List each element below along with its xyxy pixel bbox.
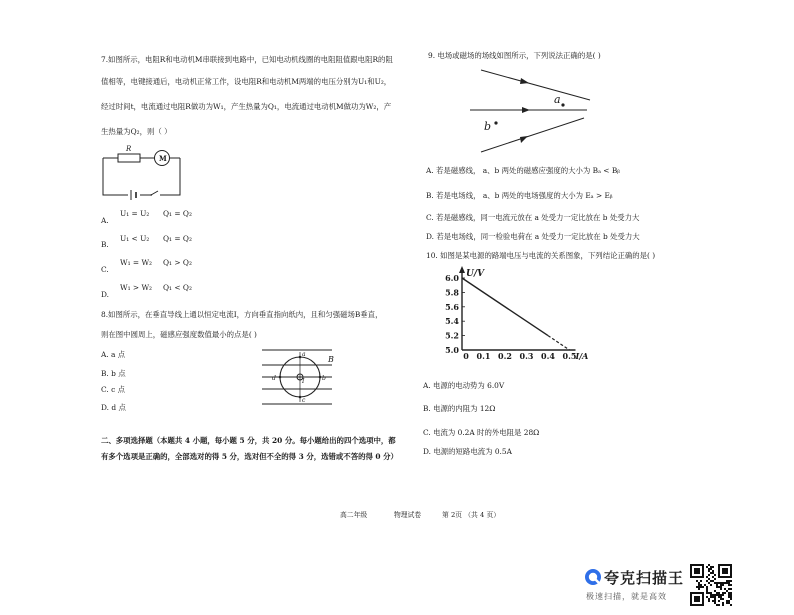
q10-option-b: B. 电源的内阻为 12Ω: [423, 404, 496, 413]
q8-label-current: I: [302, 378, 305, 385]
y-tick-label: 6.0: [445, 273, 459, 283]
x-tick-label: 0.5: [562, 351, 577, 361]
q9-option-b: B. 若是电场线， a、b 两处的电场强度的大小为 Eₐ > Eᵦ: [426, 191, 613, 200]
y-tick-label: 5.4: [445, 316, 459, 327]
q7-line4: 生热量为Q₂，则（ ）: [101, 127, 172, 136]
q7-option-b-expr1: U₁ < U₂: [120, 234, 150, 243]
footer-page: 第 2页 （共 4 页）: [442, 511, 501, 519]
q7-option-c-expr1: W₁ = W₂: [120, 258, 153, 267]
q10-stem: 10. 如图是某电源的路端电压与电流的关系图象，下列结论正确的是( ): [426, 251, 656, 260]
x-tick-label: 0.3: [519, 351, 534, 361]
q7-option-d-expr1: W₁ > W₂: [120, 283, 153, 292]
x-tick-label: 0: [463, 351, 469, 361]
q9-label-b: b: [484, 120, 492, 133]
q8-label-field: B: [328, 355, 334, 364]
scanner-brand-title: 夸克扫描王: [604, 569, 685, 587]
data-line: [462, 278, 548, 336]
y-tick-label: 5.8: [445, 287, 459, 298]
q9-option-a: A. 若是磁感线， a、b 两处的磁感应强度的大小为 Bₐ < Bᵦ: [426, 166, 620, 175]
x-tick-label: 0.2: [498, 351, 512, 361]
y-tick-label: 5.0: [445, 345, 459, 355]
q7-option-c-letter: C.: [101, 265, 109, 274]
q8-option-b: B. b 点: [101, 369, 126, 378]
q8-option-a: A. a 点: [101, 350, 126, 359]
x-tick-label: 0.1: [476, 351, 491, 361]
y-axis-label: U/V: [466, 269, 485, 279]
q9-option-d: D. 若是电场线，同一检验电荷在 a 处受力一定比放在 b 处受力大: [426, 232, 640, 241]
q7-option-a-expr2: Q₁ = Q₂: [163, 209, 192, 218]
footer-subject: 物理试卷: [394, 511, 422, 519]
y-tick-label: 5.2: [445, 330, 459, 341]
q7-circuit-diagram: [100, 144, 190, 199]
data-line-extension: [548, 336, 570, 350]
section2-heading-line2: 有多个选项是正确的，全部选对的得 5 分，选对但不全的得 3 分，选错或不答的得 0 分）: [101, 452, 398, 461]
scanner-brand: [584, 565, 688, 605]
footer-grade: 高二年级: [340, 511, 368, 519]
q10-option-d: D. 电源的短路电流为 0.5A: [423, 447, 512, 456]
q8-option-c: C. c 点: [101, 385, 125, 394]
q8-field-diagram: [262, 346, 342, 406]
q9-field-lines-diagram: [470, 62, 595, 162]
y-tick-label: 5.6: [445, 301, 459, 312]
resistor-label: R: [126, 145, 132, 153]
q9-label-a: a: [554, 93, 561, 106]
q8-label-d: d: [272, 375, 276, 382]
q7-option-b-expr2: Q₁ = Q₂: [163, 234, 192, 243]
section2-heading-line1: 二、多项选择题（本题共 4 小题，每小题 5 分，共 20 分。每小题给出的四个选项中，都: [101, 436, 396, 445]
x-axis-label: I/A: [575, 351, 589, 361]
q8-option-d: D. d 点: [101, 403, 126, 412]
q9-stem: 9. 电场或磁场的场线如图所示，下列说法正确的是( ): [428, 51, 601, 60]
scanner-logo-icon: [584, 568, 602, 586]
q7-option-b-letter: B.: [101, 240, 109, 249]
q7-option-a-expr1: U₁ = U₂: [120, 209, 150, 218]
motor-label: M: [159, 154, 167, 163]
resistor-icon: [118, 154, 140, 162]
x-tick-label: 0.4: [541, 351, 555, 361]
q8-label-a: a: [302, 351, 306, 358]
q10-option-c: C. 电流为 0.2A 时的外电阻是 28Ω: [423, 428, 540, 437]
q7-option-c-expr2: Q₁ > Q₂: [163, 258, 192, 267]
q7-line2: 值相等，电键接通后，电动机正常工作，设电阻R和电动机M两端的电压分别为U₁和U₂，: [101, 77, 392, 86]
qr-code-icon: [690, 564, 732, 606]
q8-line1: 8.如图所示，在垂直导线上通以恒定电流I，方向垂直指向纸内，且和匀强磁场B垂直，: [101, 310, 383, 319]
q9-option-c: C. 若是磁感线，同一电流元放在 a 处受力一定比放在 b 处受力大: [426, 213, 640, 222]
q10-ui-graph: [438, 262, 588, 372]
q10-option-a: A. 电源的电动势为 6.0V: [423, 381, 505, 390]
q8-line2: 则在图中圆周上，磁感应强度数值最小的点是( ): [101, 330, 257, 339]
q8-label-b: b: [322, 375, 326, 382]
q7-line3: 经过时间t，电流通过电阻R做功为W₁，产生热量为Q₁，电流通过电动机M做功为W₂，产: [101, 102, 392, 111]
q7-option-d-expr2: Q₁ < Q₂: [163, 283, 192, 292]
q8-label-c: c: [302, 397, 306, 404]
scanner-brand-subtitle: 极速扫描，就是高效: [586, 592, 667, 601]
q7-line1: 7.如图所示，电阻R和电动机M串联接到电路中，已知电动机线圈的电阻阻值跟电阻R的阻: [101, 55, 393, 64]
q7-option-a-letter: A.: [101, 216, 109, 225]
q7-option-d-letter: D.: [101, 290, 110, 299]
y-axis-arrow: [459, 266, 465, 273]
